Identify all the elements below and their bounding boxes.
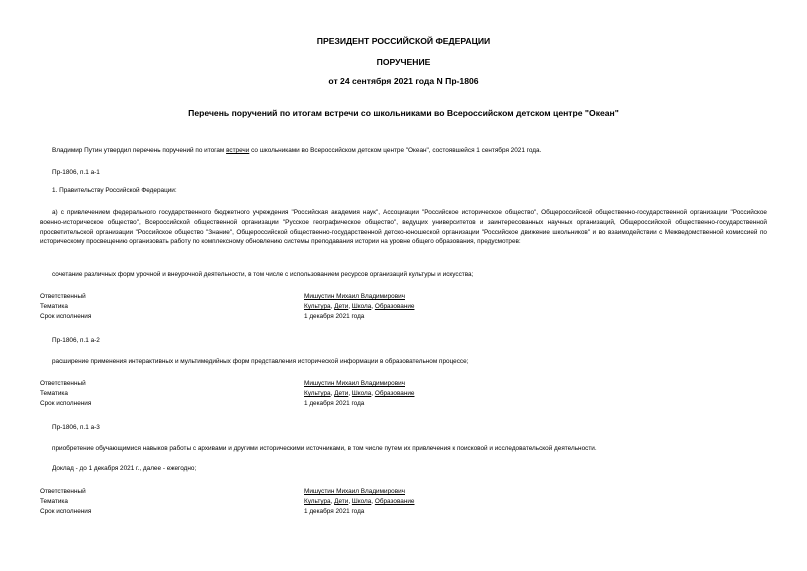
topic-link[interactable]: Дети — [334, 303, 349, 310]
topic-separator: , — [371, 390, 375, 397]
topics-label: Тематика — [40, 390, 68, 397]
topics-list — [304, 498, 414, 505]
topic-link[interactable]: Культура — [304, 498, 331, 505]
responsible-person-link[interactable]: Мишустин Михаил Владимирович — [304, 293, 405, 300]
responsible-label: Ответственный — [40, 380, 86, 387]
topic-link[interactable]: Культура — [304, 390, 331, 397]
topic-link[interactable]: Дети — [334, 498, 349, 505]
topics-label: Тематика — [40, 303, 68, 310]
topic-link[interactable]: Школа — [351, 498, 372, 505]
document-title: Перечень поручений по итогам встречи со школьниками во Всероссийском детском центре "Океан" — [188, 108, 619, 118]
topic-separator: , — [330, 303, 335, 310]
topic-link[interactable]: Образование — [374, 390, 415, 397]
responsible-person-link[interactable]: Мишустин Михаил Владимирович — [304, 380, 405, 387]
topic-separator: , — [371, 498, 375, 505]
topic-link[interactable]: Образование — [374, 303, 415, 310]
government-heading: 1. Правительству Российской Федерации: — [52, 187, 177, 194]
deadline-label: Срок исполнения — [40, 400, 92, 407]
item-reference: Пр-1806, п.1 а-3 — [52, 424, 100, 431]
topic-separator: , — [371, 303, 375, 310]
instruction-text: приобретение обучающимися навыков работы с архивами и другими историческими источниками, в том числе путем их привлечения к поисковой и исследовательской деятельности. — [52, 445, 597, 452]
item-reference: Пр-1806, п.1 а-2 — [52, 337, 100, 344]
deadline-label: Срок исполнения — [40, 313, 92, 320]
instruction-text: сочетание различных форм урочной и внеурочной деятельности, в том числе с использованием ресурсов организаций культуры и искусства; — [52, 271, 474, 278]
report-deadline-text: Доклад - до 1 декабря 2021 г., далее - ежегодно; — [52, 465, 197, 472]
topics-label: Тематика — [40, 498, 68, 505]
topic-link[interactable]: Школа — [351, 303, 372, 310]
topics-list — [304, 303, 414, 310]
issuer-heading: ПРЕЗИДЕНТ РОССИЙСКОЙ ФЕДЕРАЦИИ — [316, 36, 491, 46]
topic-separator: , — [348, 390, 352, 397]
intro-text-start: Владимир Путин утвердил перечень поручений по итогам — [52, 147, 227, 154]
deadline-value: 1 декабря 2021 года — [304, 313, 365, 320]
meeting-link[interactable]: встречи — [226, 147, 250, 154]
deadline-label: Срок исполнения — [40, 508, 92, 515]
topic-separator: , — [348, 303, 352, 310]
topics-list — [304, 390, 414, 397]
instruction-text: расширение применения интерактивных и мультимедийных форм представления исторической информации в образовательном процессе; — [52, 358, 469, 365]
intro-text-end: со школьниками во Всероссийском детском центре "Океан", состоявшейся 1 сентября 2021 года. — [249, 147, 542, 154]
responsible-label: Ответственный — [40, 293, 86, 300]
topic-separator: , — [348, 498, 352, 505]
topic-link[interactable]: Образование — [374, 498, 415, 505]
document-type: ПОРУЧЕНИЕ — [376, 57, 431, 67]
topic-link[interactable]: Культура — [304, 303, 331, 310]
document-date-number: от 24 сентября 2021 года N Пр-1806 — [328, 76, 479, 86]
item-reference: Пр-1806, п.1 а-1 — [52, 169, 100, 176]
topic-link[interactable]: Дети — [334, 390, 349, 397]
topic-separator: , — [330, 390, 335, 397]
responsible-label: Ответственный — [40, 488, 86, 495]
deadline-value: 1 декабря 2021 года — [304, 400, 365, 407]
topic-link[interactable]: Школа — [351, 390, 372, 397]
paragraph-a: а) с привлечением федерального государственного бюджетного учреждения "Российская академия наук", Ассоциации "Российское историческое общество", Общероссийской общественно-государственной организации "Российское военно-историческое общество", Всероссийской общественной организации "Русское географическое общество", ведущих университетов и заинтересованных научных организаций, Общероссийской общественно-государственной просветительской организации "Российское общество "Знание", Общероссийской общественно-государственной детско-юношеской организации "Российское движение школьников" и во взаимодействии с Межведомственной комиссией по историческому просвещению организовать работу по комплексному обновлению системы преподавания истории на уровне общего образования, предусмотрев: — [40, 209, 767, 246]
intro-paragraph — [52, 146, 541, 156]
responsible-person-link[interactable]: Мишустин Михаил Владимирович — [304, 488, 405, 495]
deadline-value: 1 декабря 2021 года — [304, 508, 365, 515]
topic-separator: , — [330, 498, 335, 505]
